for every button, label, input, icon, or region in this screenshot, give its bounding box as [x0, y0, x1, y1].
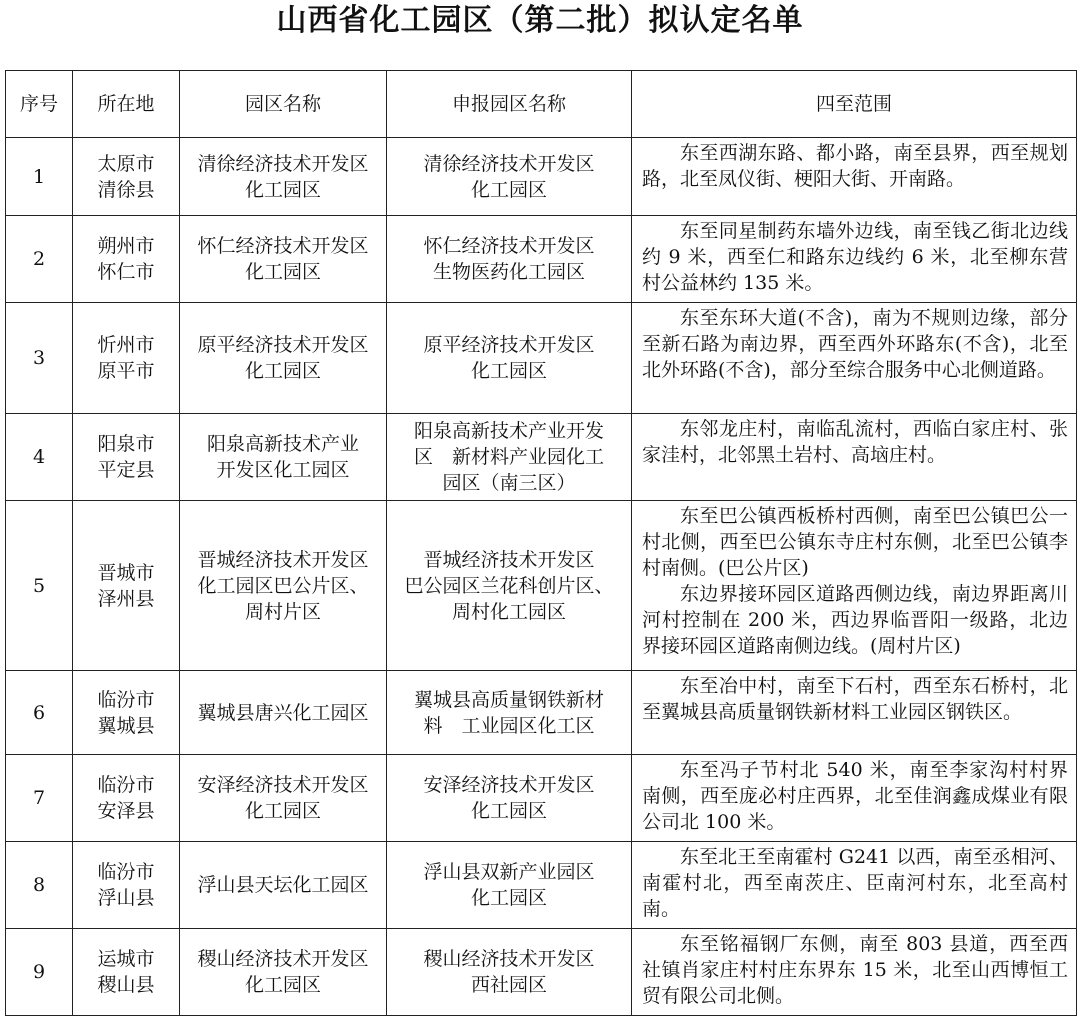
declared-park-cell	[387, 842, 632, 929]
boundary-scope-paragraph: 东至西湖东路、都小路，南至县界，西至规划路，北至凤仪街、梗阳大街、开南路。	[642, 142, 1068, 190]
location-cell	[73, 303, 180, 414]
location-line: 朔州市	[97, 235, 155, 257]
header-row	[6, 71, 1077, 138]
park-name-line: 安泽经济技术开发区	[197, 774, 369, 796]
header-cell: 申报园区名称	[387, 71, 632, 138]
header-cell: 园区名称	[180, 71, 387, 138]
boundary-scope-paragraph: 东邻龙庄村，南临乱流村，西临白家庄村、张家洼村，北邻黑土岩村、高垴庄村。	[642, 418, 1068, 466]
location-line: 浮山县	[97, 887, 155, 909]
declared-park-cell	[387, 755, 632, 842]
location-line: 临汾市	[97, 688, 155, 711]
table-row	[6, 755, 1077, 842]
park-name-cell	[180, 216, 387, 303]
declared-park-line: 园区（南三区）	[442, 472, 576, 494]
declared-park-line: 原平经济技术开发区	[423, 334, 595, 356]
location-line: 忻州市	[97, 334, 155, 356]
park-name-cell	[180, 303, 387, 414]
table-row	[6, 501, 1077, 671]
document-title: 山西省化工园区（第二批）拟认定名单	[276, 3, 804, 38]
location-line: 平定县	[97, 459, 155, 481]
declared-park-line: 阳泉高新技术产业开发	[413, 420, 604, 442]
park-name-line: 清徐经济技术开发区	[197, 152, 369, 175]
declared-park-cell	[387, 501, 632, 671]
declared-park-line: 翼城县高质量钢铁新材	[413, 688, 604, 711]
park-name-cell	[180, 414, 387, 501]
location-cell	[73, 138, 180, 216]
boundary-scope-cell	[632, 138, 1077, 216]
boundary-scope-cell	[632, 303, 1077, 414]
location-line: 运城市	[97, 948, 155, 970]
location-cell	[73, 671, 180, 755]
row-number: 5	[6, 501, 73, 671]
header-cell: 序号	[6, 71, 73, 138]
location-line: 太原市	[97, 152, 155, 175]
boundary-scope-cell	[632, 929, 1077, 1016]
declared-park-cell	[387, 671, 632, 755]
boundary-scope-cell	[632, 671, 1077, 755]
location-cell	[73, 755, 180, 842]
park-name-cell	[180, 842, 387, 929]
declared-park-line: 化工园区	[470, 360, 547, 382]
row-number: 2	[6, 216, 73, 303]
declared-park-line: 周村化工园区	[451, 600, 566, 623]
location-line: 翼城县	[97, 714, 155, 737]
declared-park-line: 区 新材料产业园化工	[413, 446, 604, 468]
declared-park-line: 化工园区	[470, 800, 547, 822]
header-cell: 所在地	[73, 71, 180, 138]
declared-park-cell	[387, 138, 632, 216]
declared-park-line: 西社园区	[470, 974, 547, 996]
park-name-line: 化工园区	[244, 261, 321, 283]
location-line: 清徐县	[97, 178, 155, 201]
park-name-line: 周村片区	[244, 600, 321, 623]
declared-park-cell	[387, 216, 632, 303]
location-line: 临汾市	[97, 861, 155, 883]
boundary-scope-paragraph: 东至铭福钢厂东侧，南至 803 县道，西至西社镇肖家庄村村庄东界东 15 米，北至山西博恒工贸有限公司北侧。	[642, 933, 1068, 1007]
location-line: 安泽县	[97, 800, 155, 822]
park-name-cell	[180, 138, 387, 216]
row-number: 1	[6, 138, 73, 216]
boundary-scope-cell	[632, 414, 1077, 501]
header-cell: 四至范围	[632, 71, 1077, 138]
park-list-table	[5, 70, 1077, 1016]
boundary-scope-cell	[632, 755, 1077, 842]
declared-park-line: 化工园区	[470, 178, 547, 201]
location-cell	[73, 414, 180, 501]
row-number: 8	[6, 842, 73, 929]
table-row	[6, 671, 1077, 755]
park-name-line: 化工园区	[244, 360, 321, 382]
boundary-scope-cell	[632, 501, 1077, 671]
declared-park-cell	[387, 303, 632, 414]
boundary-scope-paragraph: 东至冶中村，南至下石村，西至东石桥村，北至翼城县高质量钢铁新材料工业园区钢铁区。	[642, 675, 1068, 723]
declared-park-line: 安泽经济技术开发区	[423, 774, 595, 796]
boundary-scope-cell	[632, 842, 1077, 929]
park-name-line: 阳泉高新技术产业	[206, 433, 359, 455]
declared-park-line: 巴公园区兰花科创片区、	[404, 574, 614, 597]
declared-park-line: 晋城经济技术开发区	[423, 548, 595, 571]
declared-park-cell	[387, 929, 632, 1016]
row-number: 4	[6, 414, 73, 501]
declared-park-line: 怀仁经济技术开发区	[423, 235, 595, 257]
boundary-scope-paragraph: 东至巴公镇西板桥村西侧，南至巴公镇巴公一村北侧，西至巴公镇东寺庄村东侧，北至巴公镇李村南侧。(巴公片区)	[642, 505, 1068, 579]
location-line: 临汾市	[97, 774, 155, 796]
declared-park-line: 化工园区	[470, 887, 547, 909]
park-name-cell	[180, 755, 387, 842]
table-row	[6, 842, 1077, 929]
park-name-line: 化工园区	[244, 178, 321, 201]
declared-park-line: 料 工业园区化工区	[423, 714, 595, 737]
park-name-line: 化工园区巴公片区、	[197, 574, 369, 597]
row-number: 7	[6, 755, 73, 842]
row-number: 9	[6, 929, 73, 1016]
location-line: 稷山县	[97, 974, 155, 996]
table-row	[6, 138, 1077, 216]
row-number: 3	[6, 303, 73, 414]
location-cell	[73, 929, 180, 1016]
park-name-line: 晋城经济技术开发区	[197, 548, 369, 571]
boundary-scope-paragraph: 东至北王至南霍村 G241 以西，南至丞相河、南霍村北，西至南茨庄、臣南河村东，北至高村南。	[642, 846, 1068, 920]
park-name-line: 开发区化工园区	[216, 459, 350, 481]
boundary-scope-paragraph: 东至东环大道(不含)，南为不规则边缘，部分至新石路为南边界，西至西外环路东(不含)，北至北外环路(不含)，部分至综合服务中心北侧道路。	[642, 307, 1068, 381]
location-cell	[73, 216, 180, 303]
park-name-cell	[180, 671, 387, 755]
park-name-line: 化工园区	[244, 974, 321, 996]
park-name-cell	[180, 929, 387, 1016]
park-name-line: 化工园区	[244, 800, 321, 822]
location-line: 怀仁市	[97, 261, 155, 283]
declared-park-line: 清徐经济技术开发区	[423, 152, 595, 175]
table-row	[6, 414, 1077, 501]
location-cell	[73, 501, 180, 671]
location-line: 泽州县	[97, 587, 155, 610]
location-line: 阳泉市	[97, 433, 155, 455]
location-line: 原平市	[97, 360, 155, 382]
declared-park-line: 稷山经济技术开发区	[423, 948, 595, 970]
location-line: 晋城市	[97, 561, 155, 584]
declared-park-line: 浮山县双新产业园区	[423, 861, 595, 883]
boundary-scope-paragraph: 东边界接环园区道路西侧边线，南边界距离川河村控制在 200 米，西边界临晋阳一级路，北边界接环园区道路南侧边线。(周村片区)	[642, 583, 1068, 657]
boundary-scope-cell	[632, 216, 1077, 303]
park-name-cell	[180, 501, 387, 671]
table-row	[6, 303, 1077, 414]
park-name-line: 稷山经济技术开发区	[197, 948, 369, 970]
park-name-line: 原平经济技术开发区	[197, 334, 369, 356]
row-number: 6	[6, 671, 73, 755]
declared-park-line: 生物医药化工园区	[432, 261, 585, 283]
location-cell	[73, 842, 180, 929]
park-name-line: 怀仁经济技术开发区	[197, 235, 369, 257]
table-row	[6, 216, 1077, 303]
park-name-line: 浮山县天坛化工园区	[197, 874, 369, 896]
table-row	[6, 929, 1077, 1016]
boundary-scope-paragraph: 东至同星制药东墙外边线，南至钱乙街北边线约 9 米，西至仁和路东边线约 6 米，北至柳东营村公益林约 135 米。	[642, 220, 1068, 294]
declared-park-cell	[387, 414, 632, 501]
boundary-scope-paragraph: 东至冯子节村北 540 米，南至李家沟村村界南侧，西至庞必村庄西界，北至佳润鑫成煤业有限公司北 100 米。	[642, 759, 1068, 833]
park-name-line: 翼城县唐兴化工园区	[197, 701, 369, 724]
